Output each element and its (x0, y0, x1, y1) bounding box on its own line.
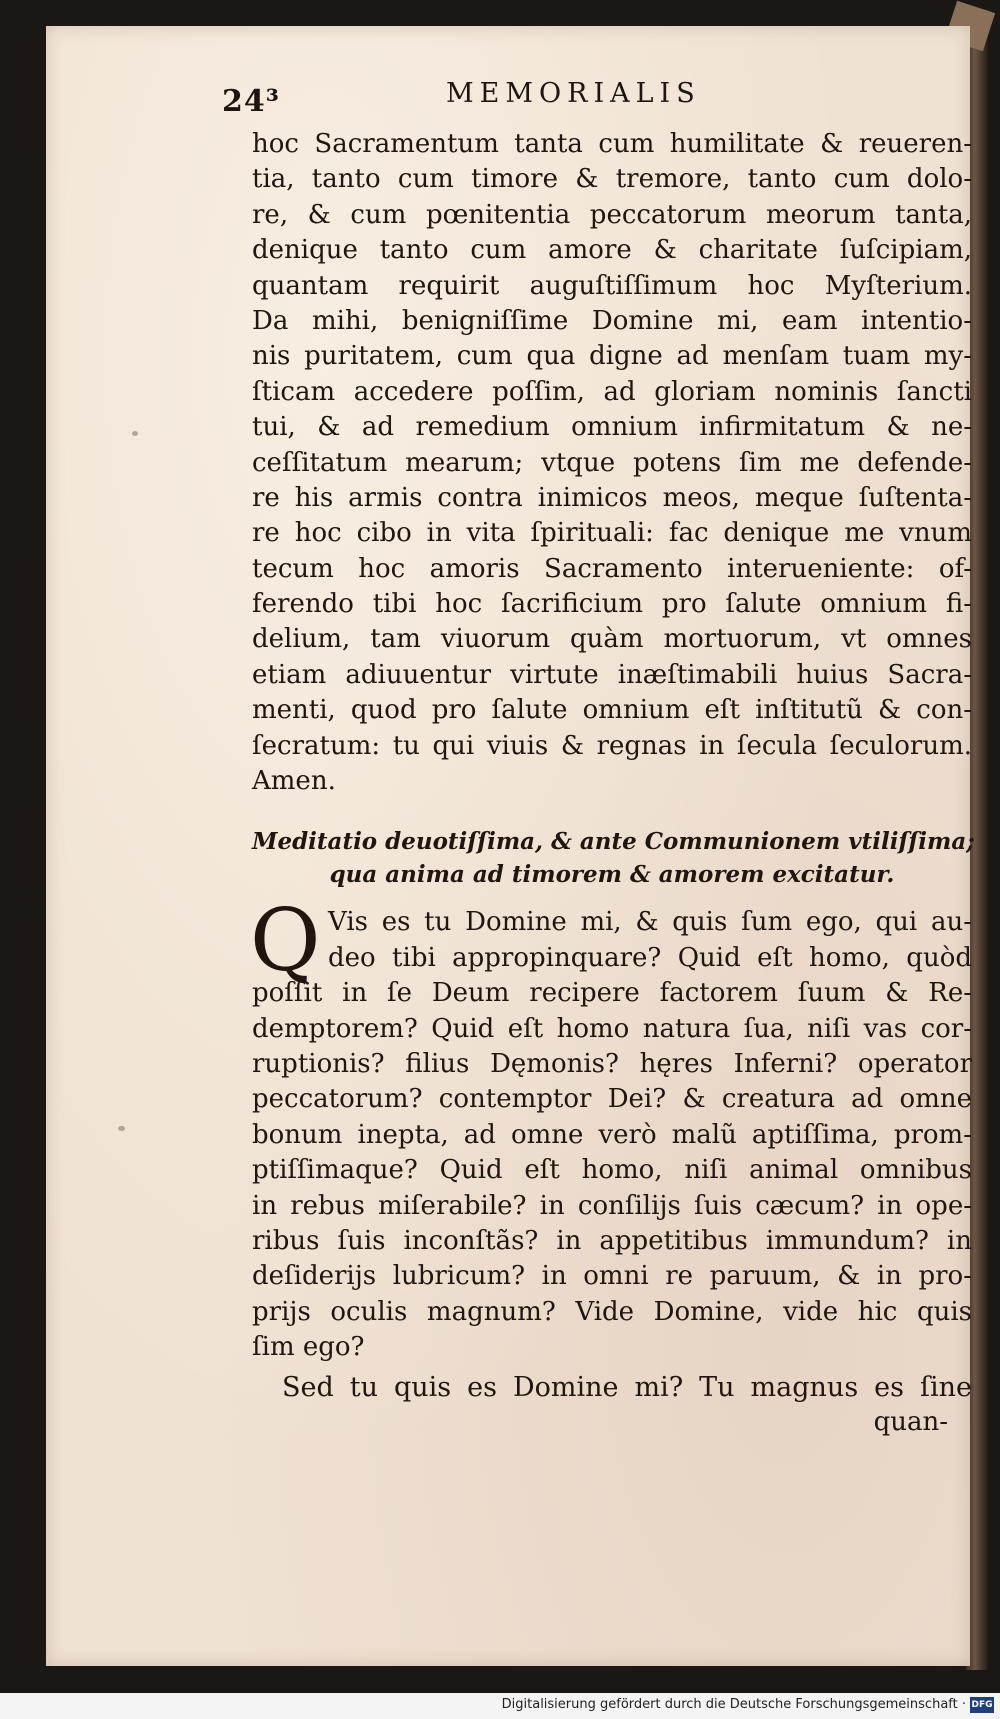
text-line: tecum hoc amoris Sacramento interueniente: of- (252, 553, 972, 584)
text-line: Da mihi, benigniſſime Domine mi, eam intentio- (252, 305, 972, 336)
drop-cap: Q (250, 891, 321, 992)
ink-spot (132, 431, 138, 436)
text-line: quantam requirit auguſtiſſimum hoc Myſterium. (252, 270, 972, 301)
ink-spot (118, 1126, 125, 1131)
catchword: quan- (873, 1406, 948, 1437)
text-line: re hoc cibo in vita ſpirituali: fac denique me vnum (252, 518, 972, 549)
text-line: tui, & ad remedium omnium infirmitatum & ne- (252, 412, 972, 443)
text-line: re, & cum pœnitentia peccatorum meorum tanta, (252, 199, 972, 230)
text-block (250, 127, 975, 1440)
running-title: MEMORIALIS (446, 78, 701, 109)
text-line: deo tibi appropinquare? Quid eſt homo, quòd (328, 942, 972, 973)
text-line: nis puritatem, cum qua digne ad menſam tuam my- (252, 341, 972, 372)
dfg-logo-icon[interactable]: DFG (970, 1697, 994, 1713)
footer-bar (0, 1693, 1000, 1719)
text-line: poſſit in ſe Deum recipere factorem ſuum & Re- (252, 978, 972, 1009)
text-line: Amen. (252, 766, 336, 797)
text-line: Sed tu quis es Domine mi? Tu magnus es ſine (282, 1371, 972, 1403)
text-line: prijs oculis magnum? Vide Domine, vide hic quis (252, 1296, 972, 1327)
text-line: ſticam accedere poſſim, ad gloriam nominis ſancti (252, 376, 972, 407)
text-line: denique tanto cum amore & charitate ſuſcipiam, (252, 235, 972, 266)
text-line: Vis es tu Domine mi, & quis ſum ego, qui au- (328, 907, 972, 938)
heading-line-1: Meditatio deuotiſſima, & ante Communionem vtiliſſima; (252, 828, 975, 856)
book-page (46, 26, 975, 1666)
text-line: menti, quod pro ſalute omnium eſt inſtitutũ & con- (252, 695, 972, 726)
section-heading (252, 825, 975, 891)
text-line: demptorem? Quid eſt homo natura ſua, niſi vas cor- (252, 1013, 972, 1044)
heading-line-2: qua anima ad timorem & amorem excitatur. (329, 861, 895, 889)
text-line: hoc Sacramentum tanta cum humilitate & reueren- (252, 129, 972, 159)
text-line: etiam adiuuentur virtute inæſtimabili huius Sacra- (252, 659, 972, 690)
text-line: peccatorum? contemptor Dei? & creatura ad omne (252, 1084, 972, 1115)
text-line: ptiſſimaque? Quid eſt homo, niſi animal omnibus (252, 1155, 972, 1186)
text-line: ſecratum: tu qui viuis & regnas in ſecula ſeculorum. (252, 730, 972, 761)
text-line: re his armis contra inimicos meos, meque ſuſtenta- (252, 482, 972, 513)
paragraph-meditation (250, 891, 972, 1365)
footer-credit: Digitalisierung gefördert durch die Deutsche Forschungsgemeinschaft · (501, 1697, 966, 1712)
text-line: bonum inepta, ad omne verò malũ aptiſſima, prom- (252, 1119, 972, 1150)
text-line: ferendo tibi hoc ſacrificium pro ſalute omnium fi- (252, 589, 972, 620)
paragraph-next (252, 1370, 972, 1440)
text-line: ribus ſuis inconſtãs? in appetitibus immundum? in (252, 1225, 972, 1256)
text-line: in rebus miſerabile? in conſilijs ſuis cæcum? in ope- (252, 1190, 972, 1221)
paragraph-prayer (252, 127, 972, 799)
running-head (46, 76, 970, 119)
text-line: ſim ego? (252, 1332, 365, 1363)
text-line: deſiderijs lubricum? in omni re paruum, & in pro- (252, 1261, 972, 1292)
text-line: tia, tanto cum timore & tremore, tanto cum dolo- (252, 164, 972, 195)
text-line: delium, tam viuorum quàm mortuorum, vt omnes (252, 624, 972, 655)
text-line: ruptionis? filius Dęmonis? hęres Inferni? operator (252, 1048, 972, 1079)
text-line: ceſſitatum mearum; vtque potens ſim me defende- (252, 447, 972, 478)
page-number: 24³ (222, 84, 280, 119)
